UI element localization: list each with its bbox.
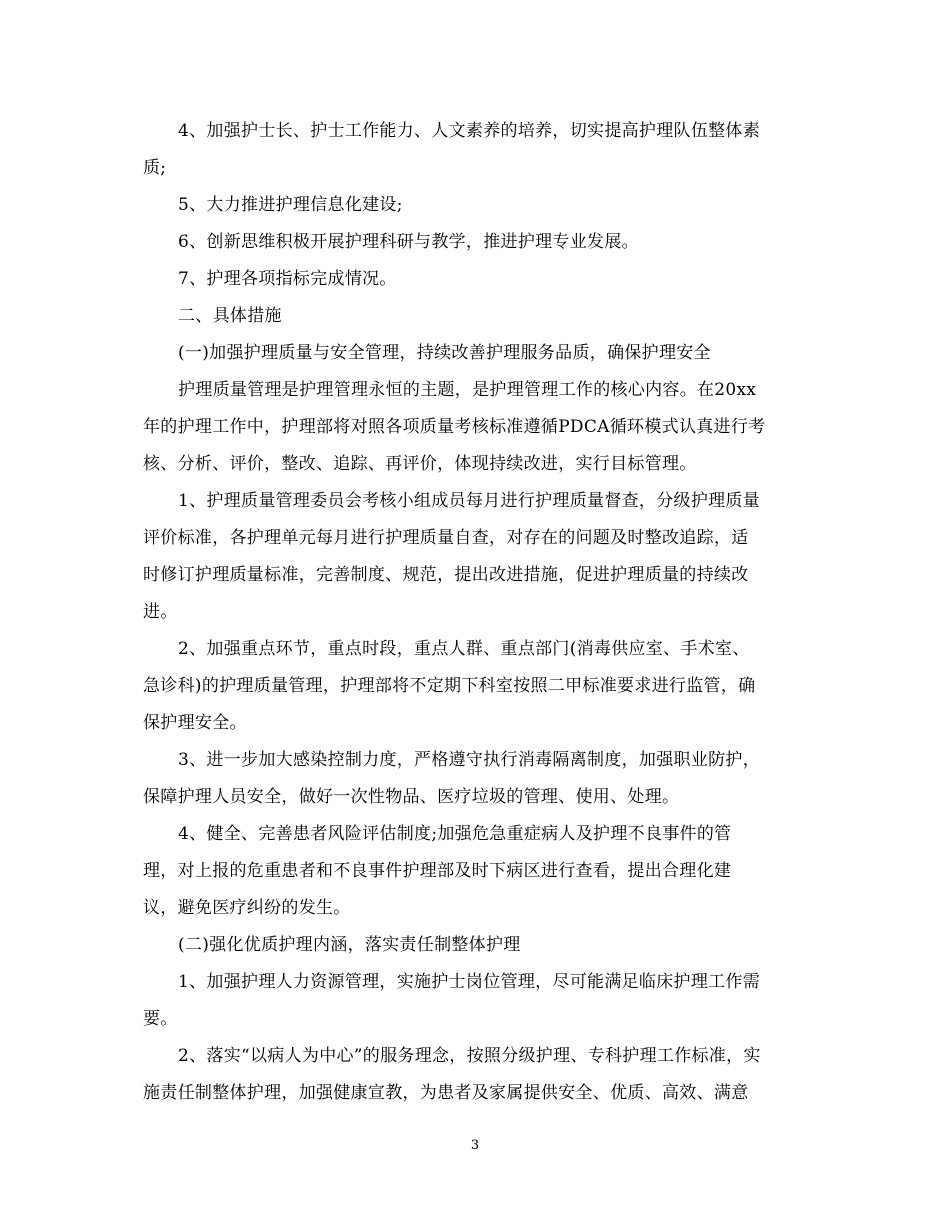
text-line: 核、分析、评价，整改、追踪、再评价，体现持续改进，实行目标管理。: [143, 454, 697, 474]
text-line: 年的护理工作中，护理部将对照各项质量考核标准遵循PDCA循环模式认真进行考: [143, 417, 766, 437]
text-line: 要。: [143, 1009, 178, 1029]
subsection-heading: (一)加强护理质量与安全管理，持续改善护理服务品质，确保护理安全: [178, 343, 711, 363]
text-line: 议，避免医疗纠纷的发生。: [143, 898, 351, 918]
text-line: 5、大力推进护理信息化建设;: [178, 195, 403, 215]
text-line: 进。: [143, 602, 178, 622]
text-line: 6、创新思维积极开展护理科研与教学，推进护理专业发展。: [178, 232, 639, 252]
text-line: 护理质量管理是护理管理永恒的主题，是护理管理工作的核心内容。在20xx: [178, 380, 757, 400]
text-line: 质;: [143, 158, 167, 178]
text-line: 4、加强护士长、护士工作能力、人文素养的培养，切实提高护理队伍整体素: [178, 121, 761, 141]
text-line: 3、进一步加大感染控制力度，严格遵守执行消毒隔离制度，加强职业防护，: [178, 750, 761, 770]
text-line: 急诊科)的护理质量管理，护理部将不定期下科室按照二甲标准要求进行监管，确: [143, 676, 756, 696]
text-line: 7、护理各项指标完成情况。: [178, 269, 397, 289]
text-line: 4、健全、完善患者风险评估制度;加强危急重症病人及护理不良事件的管: [178, 824, 732, 844]
text-line: 施责任制整体护理，加强健康宣教，为患者及家属提供安全、优质、高效、满意: [143, 1083, 749, 1103]
text-line: 1、护理质量管理委员会考核小组成员每月进行护理质量督查，分级护理质量: [178, 491, 761, 511]
section-heading: 二、具体措施: [178, 306, 282, 326]
text-line: 保障护理人员安全，做好一次性物品、医疗垃圾的管理、使用、处理。: [143, 787, 680, 807]
text-line: 2、加强重点环节，重点时段，重点人群、重点部门(消毒供应室、手术室、: [178, 639, 750, 659]
subsection-heading: (二)强化优质护理内涵，落实责任制整体护理: [178, 935, 521, 955]
text-line: 评价标准，各护理单元每月进行护理质量自查，对存在的问题及时整改追踪，适: [143, 528, 749, 548]
text-line: 时修订护理质量标准，完善制度、规范，提出改进措施，促进护理质量的持续改: [143, 565, 749, 585]
text-line: 保护理安全。: [143, 713, 247, 733]
page-number: 3: [470, 1138, 480, 1153]
text-line: 理，对上报的危重患者和不良事件护理部及时下病区进行查看，提出合理化建: [143, 861, 732, 881]
text-line: 1、加强护理人力资源管理，实施护士岗位管理，尽可能满足临床护理工作需: [178, 972, 761, 992]
text-line: 2、落实“以病人为中心”的服务理念，按照分级护理、专科护理工作标准，实: [178, 1046, 761, 1066]
